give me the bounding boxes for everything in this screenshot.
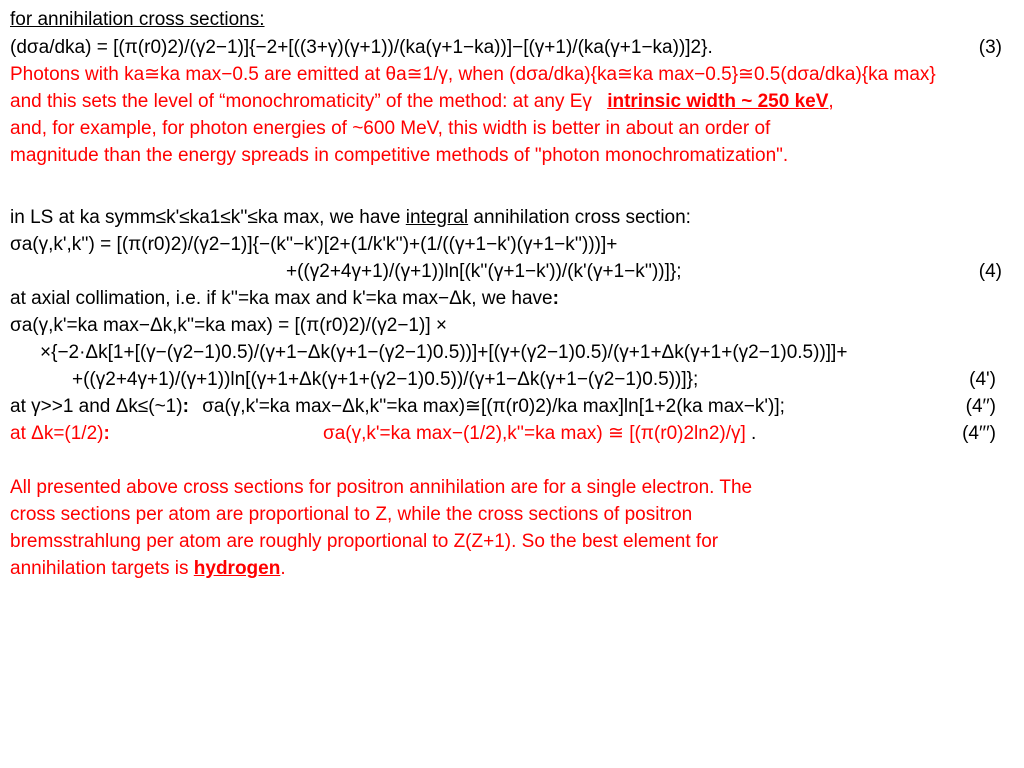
equation-4prime-formula: +((γ2+4γ+1)/(γ+1))ln[(γ+1+Δk(γ+1+(γ2−1)0.5))/(γ+1−Δk(γ+1−(γ2−1)0.5))]}; <box>72 369 699 390</box>
condition-gamma: at γ>>1 and Δk≤(~1) <box>10 396 183 417</box>
equation-4tripleprime <box>10 422 1002 446</box>
condition-delta-k-colon: : <box>103 423 110 444</box>
equation-4tripleprime-formula-wrap <box>323 422 756 446</box>
equation-4-line-1: σa(γ,k',k'') = [(π(r0)2)/(γ2−1)]{−(k''−k')[2+(1/k'k'')+(1/((γ+1−k')(γ+1−k'')))]+ <box>10 234 618 255</box>
heading: for annihilation cross sections: <box>10 9 265 30</box>
axial-collimation-text: at axial collimation, i.e. if k''=ka max and k'=ka max−Δk, we have <box>10 288 553 309</box>
equation-4-number: (4) <box>978 261 1002 282</box>
conclusion-text: annihilation targets is <box>10 558 194 579</box>
equation-4tripleprime-formula: σa(γ,k'=ka max−(1/2),k''=ka max) ≅ [(π(r0)2ln2)/γ] <box>323 423 746 444</box>
equation-4-formula: +((γ2+4γ+1)/(γ+1))ln[(k''(γ+1−k'))/(k'(γ+1−k''))]}; <box>286 261 682 282</box>
equation-3-formula: (dσa/dka) = [(π(r0)2)/(γ2−1)]{−2+[((3+γ)(γ+1))/(ka(γ+1−ka))]−[(γ+1)/(ka(γ+1−ka))]2}. <box>10 37 713 58</box>
monochromaticity-text: and this sets the level of “monochromaticity” of the method: at any Eγ <box>10 91 592 112</box>
ls-intro-text: in LS at ka symm≤k'≤ka1≤k''≤ka max, we have <box>10 207 406 228</box>
equation-4tripleprime-dot: . <box>745 423 757 444</box>
equation-4prime-line-1: σa(γ,k'=ka max−Δk,k''=ka max) = [(π(r0)2)/(γ2−1)] × <box>10 315 447 336</box>
photons-sentence: Photons with ka≅ka max−0.5 are emitted at θa≅1/γ, when (dσa/dka){ka≅ka max−0.5}≅0.5(dσa/dka){ka max} <box>10 64 936 85</box>
condition-delta-k: at Δk=(1/2) <box>10 423 104 444</box>
example-sentence-line-1: and, for example, for photon energies of ~600 MeV, this width is better in about an order of <box>10 118 771 139</box>
equation-4-line-2 <box>10 260 1002 284</box>
integral-word: integral <box>405 207 469 228</box>
ls-intro <box>10 206 1002 230</box>
equation-4doubleprime-formula: σa(γ,k'=ka max−Δk,k''=ka max)≅[(π(r0)2)/ka max]ln[1+2(ka max−k')]; <box>202 396 785 417</box>
conclusion-line-3: bremsstrahlung per atom are roughly proportional to Z(Z+1). So the best element for <box>10 531 719 552</box>
equation-4prime-line-3 <box>10 368 1002 392</box>
ls-intro-tail: annihilation cross section: <box>468 207 691 228</box>
equation-3 <box>10 36 1002 60</box>
equation-4prime-number: (4') <box>969 369 996 390</box>
equation-4doubleprime-number: (4′′) <box>965 396 996 417</box>
conclusion-line-4 <box>10 557 1002 581</box>
example-sentence-line-2: magnitude than the energy spreads in competitive methods of "photon monochromatization". <box>10 145 789 166</box>
intrinsic-width-emphasis: intrinsic width ~ 250 keV <box>607 91 829 112</box>
condition-gamma-colon: : <box>182 396 189 417</box>
conclusion-period: . <box>280 558 286 579</box>
conclusion-line-2: cross sections per atom are proportional to Z, while the cross sections of positron <box>10 504 693 525</box>
equation-3-number: (3) <box>978 37 1002 58</box>
conclusion-line-1: All presented above cross sections for positron annihilation are for a single electron. The <box>10 477 753 498</box>
monochromaticity-sentence <box>10 90 1002 114</box>
hydrogen-emphasis: hydrogen <box>193 558 281 579</box>
equation-4prime-line-2: ×{−2·Δk[1+[(γ−(γ2−1)0.5)/(γ+1−Δk(γ+1−(γ2−1)0.5))]+[(γ+(γ2−1)0.5)/(γ+1+Δk(γ+1+(γ2−1)0.5))]]+ <box>40 342 848 363</box>
equation-4doubleprime <box>10 395 1002 419</box>
monochromaticity-comma: , <box>828 91 834 112</box>
axial-collimation-colon: : <box>552 288 559 309</box>
axial-collimation <box>10 287 1002 311</box>
equation-4tripleprime-number: (4′′′) <box>962 423 996 444</box>
